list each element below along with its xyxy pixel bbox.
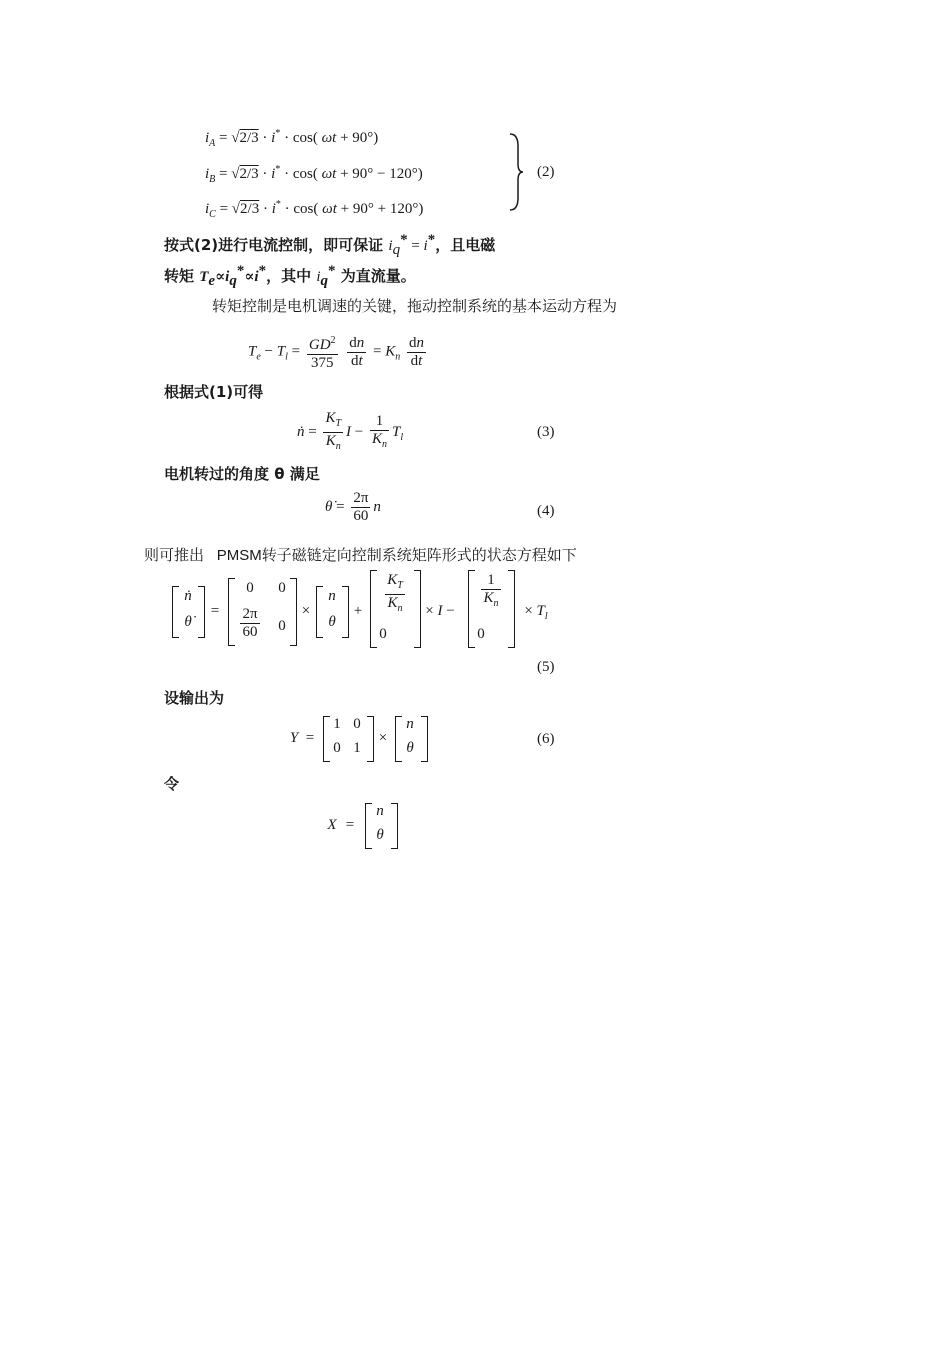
para1-line2: 转矩 $T_e\propto i_q^*\propto i^*$，其中 $i_q^*$ 为直流量。 [164,263,416,289]
para1-line1: 按式(2)进行电流控制，即可保证 $i_q^* = i^*$，且电磁 [164,232,496,258]
eq2-brace [508,132,524,212]
eq6: Y = 1 0 0 1 × n θ [287,714,467,764]
eq2-line-b: $i_B = √2/3 \cdot i^* \cdot \cos$( ωt + 90° − 120°) [205,164,423,185]
motion-equation: $T_e - T_l$ = $\frac{GD^2}{375}$ $\frac{dn}{dt}$ = $K_n$ $\frac{dn}{dt}$ [248,332,429,372]
para2: 转矩控制是电机调速的关键，拖动控制系统的基本运动方程为 [212,297,618,315]
eq4-number: (4) [537,503,555,519]
eq5: ṅ θ̇ = 0 0 $\frac{2\pi}{60}$ 0 × n θ + $\frac{K_T}{K_n}$ 0 × I − $\frac{1}{K_n}$ 0 × $T_l$ [168,578,568,648]
eq5-number: (5) [537,659,555,675]
eq4: θ̇ = $\frac{2\pi}{60}$ n [325,490,381,524]
eq3-number: (3) [537,424,555,440]
eq2-number: (2) [537,164,555,180]
eq2-line-c: $i_C = √2/3 \cdot i^* \cdot \cos$( ωt + 90° + 120°) [205,199,424,220]
eq6-number: (6) [537,731,555,747]
para4: 电机转过的角度 θ 满足 [164,465,320,483]
eq3: ṅ = $\frac{K_T}{K_n}$ I − $\frac{1}{K_n}$ $T_l$ [297,410,404,452]
para6: 设输出为 [164,689,225,707]
eq2-line-a: $i_A = √2/3 \cdot i^* \cdot \cos$( ωt + 90°) [205,128,379,149]
x-definition: X = n θ [325,803,415,853]
para3: 根据式(1)可得 [164,383,264,401]
para5: 则可推出 PMSM转子磁链定向控制系统矩阵形式的状态方程如下 [144,546,577,564]
para7: 令 [164,775,180,793]
